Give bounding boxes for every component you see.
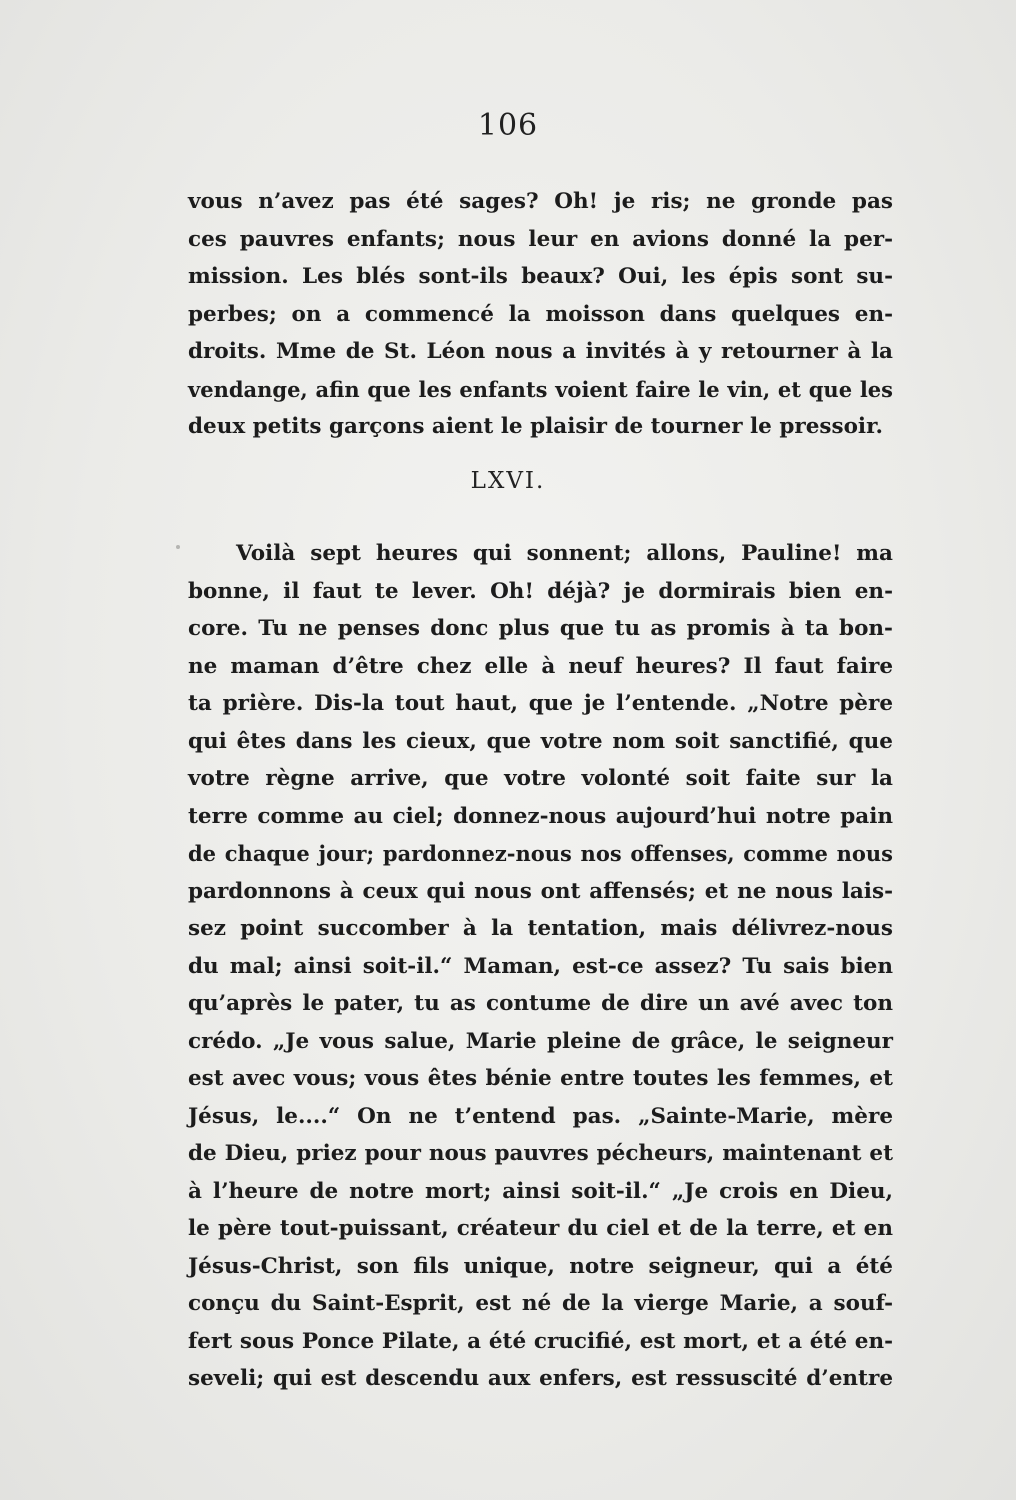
text-line: votre règne arrive, que votre volonté soit faite sur la (188, 766, 893, 791)
text-line: mission. Les blés sont-ils beaux? Oui, les épis sont su- (188, 264, 893, 289)
text-line: Jésus-Christ, son fils unique, notre seigneur, qui a été (188, 1253, 893, 1279)
text-line: est avec vous; vous êtes bénie entre toutes les femmes, et (188, 1066, 893, 1091)
text-line: qui êtes dans les cieux, que votre nom soit sanctifié, que (188, 728, 893, 754)
text-line: du mal; ainsi soit-il.“ Maman, est-ce assez? Tu sais bien (188, 953, 893, 979)
text-line: vendange, afin que les enfants voient faire le vin, et que les (188, 376, 893, 402)
text-line: conçu du Saint-Esprit, est né de la vierge Marie, a souf- (188, 1291, 893, 1316)
text-line: seveli; qui est descendu aux enfers, est ressuscité d’entre (188, 1366, 893, 1391)
chapter-heading: LXVI. (470, 468, 546, 494)
text-line: ta prière. Dis-la tout haut, que je l’entende. „Notre père (188, 691, 893, 716)
text-line: le père tout-puissant, créateur du ciel et de la terre, et en (188, 1216, 893, 1241)
paragraph-1 (188, 183, 893, 446)
text-line: de chaque jour; pardonnez-nous nos offenses, comme nous (188, 841, 893, 866)
text-line: bonne, il faut te lever. Oh! déjà? je dormirais bien en- (188, 578, 893, 604)
text-line: Voilà sept heures qui sonnent; allons, Pauline! ma (236, 541, 893, 566)
ink-speck (176, 545, 180, 549)
text-line: Jésus, le....“ On ne t’entend pas. „Sainte-Marie, mère (188, 1103, 893, 1129)
text-line: à l’heure de notre mort; ainsi soit-il.“ „Je crois en Dieu, (188, 1178, 893, 1204)
text-line: core. Tu ne penses donc plus que tu as promis à ta bon- (188, 616, 893, 641)
text-line: perbes; on a commencé la moisson dans quelques en- (188, 301, 893, 327)
text-line: ces pauvres enfants; nous leur en avions donné la per- (188, 226, 893, 252)
text-line: terre comme au ciel; donnez-nous aujourd’hui notre pain (188, 803, 893, 829)
text-line: deux petits garçons aient le plaisir de tourner le pressoir. (188, 414, 883, 439)
text-line: de Dieu, priez pour nous pauvres pécheurs, maintenant et (188, 1141, 893, 1166)
text-line: sez point succomber à la tentation, mais délivrez-nous (188, 916, 893, 941)
paragraph-2 (188, 535, 893, 1398)
text-line: vous n’avez pas été sages? Oh! je ris; ne gronde pas (188, 189, 893, 214)
page-number: 106 (477, 108, 539, 143)
text-line: droits. Mme de St. Léon nous a invités à y retourner à la (188, 339, 893, 364)
text-line: ne maman d’être chez elle à neuf heures? Il faut faire (188, 653, 893, 679)
text-line: pardonnons à ceux qui nous ont affensés; et ne nous lais- (188, 878, 893, 904)
text-line: fert sous Ponce Pilate, a été crucifié, est mort, et a été en- (188, 1328, 893, 1354)
text-line: crédo. „Je vous salue, Marie pleine de grâce, le seigneur (188, 1028, 893, 1054)
text-line: qu’après le pater, tu as contume de dire un avé avec ton (188, 991, 893, 1016)
